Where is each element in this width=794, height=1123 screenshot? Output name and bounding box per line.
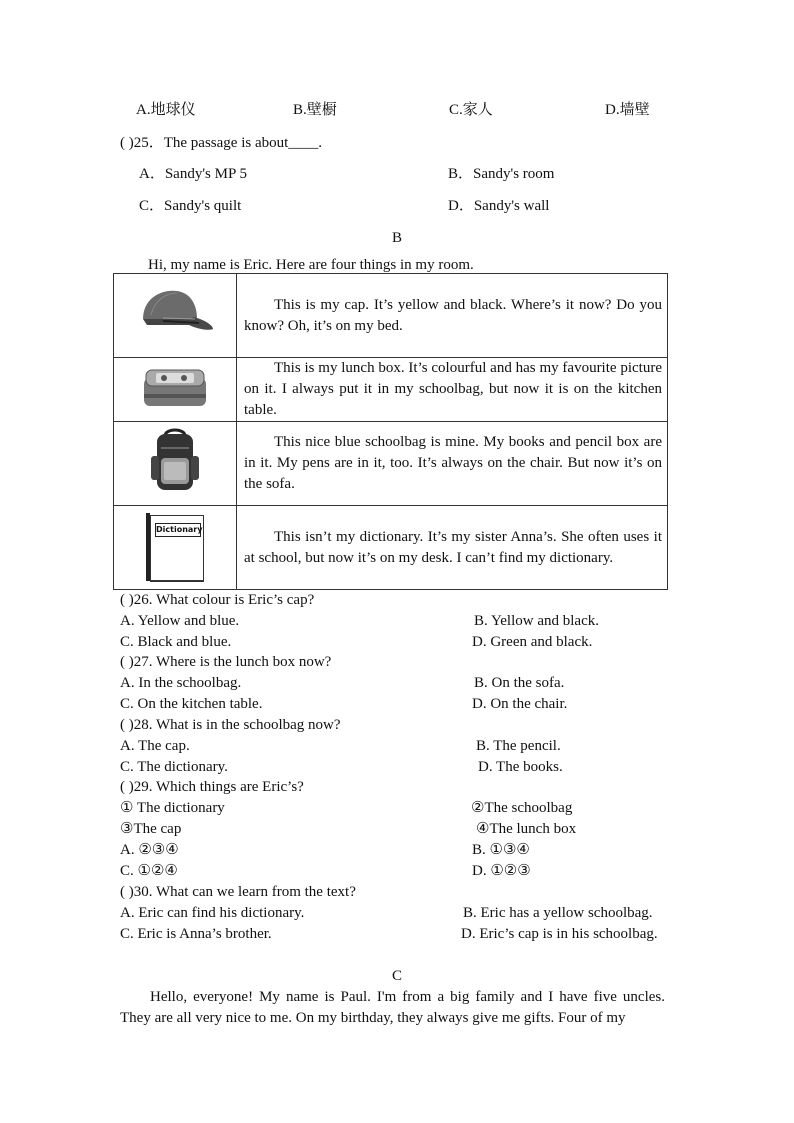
q28-option-c: C. The dictionary.: [120, 759, 228, 775]
q29-stem: ( )29. Which things are Eric’s?: [120, 779, 304, 795]
q29-option-c: C. ①②④: [120, 863, 178, 879]
q27-option-c: C. On the kitchen table.: [120, 696, 263, 712]
q29-item-3: ③The cap: [120, 821, 182, 837]
schoolbag-picture-cell: [114, 422, 237, 506]
lunch-box-icon: [140, 364, 210, 410]
q28-option-a: A. The cap.: [120, 738, 190, 754]
section-c-passage: Hello, everyone! My name is Paul. I'm from a big family and I have five uncles. They are all very nice to me. On my birthday, they always give me gifts. Four of my: [120, 989, 665, 1026]
q28-option-d: D. The books.: [478, 759, 563, 775]
q29-item-1: ① The dictionary: [120, 800, 225, 816]
section-b-intro: Hi, my name is Eric. Here are four things in my room.: [148, 257, 474, 273]
q25-option-b: B．Sandy's room: [448, 166, 555, 182]
lunch-box-picture-cell: [114, 358, 237, 422]
q30-option-a: A. Eric can find his dictionary.: [120, 905, 305, 921]
q29-option-b: B. ①③④: [472, 842, 530, 858]
q26-option-b: B. Yellow and black.: [474, 613, 599, 629]
table-row: [114, 422, 668, 506]
q29-option-a: A. ②③④: [120, 842, 179, 858]
q30-option-c: C. Eric is Anna’s brother.: [120, 926, 272, 942]
dictionary-picture-cell: [114, 506, 237, 590]
cap-description: This is my cap. It’s yellow and black. Where’s it now? Do you know? Oh, it’s on my bed.: [237, 274, 668, 358]
q24-option-a: A.地球仪: [136, 102, 196, 118]
table-row: [114, 506, 668, 590]
cap-icon: [133, 285, 217, 341]
q25-stem: ( )25．The passage is about____.: [120, 135, 323, 151]
q27-stem: ( )27. Where is the lunch box now?: [120, 654, 332, 670]
q29-option-d: D. ①②③: [472, 863, 531, 879]
q24-option-b: B.壁橱: [293, 102, 337, 118]
q25-option-c: C．Sandy's quilt: [139, 198, 242, 214]
q26-option-a: A. Yellow and blue.: [120, 613, 240, 629]
q28-option-b: B. The pencil.: [476, 738, 561, 754]
schoolbag-description: This nice blue schoolbag is mine. My books and pencil box are in it. My pens are in it, too. It’s always on the chair. But now it’s on the sofa.: [237, 422, 668, 506]
q30-option-d: D. Eric’s cap is in his schoolbag.: [461, 926, 658, 942]
q29-item-2: ②The schoolbag: [471, 800, 573, 816]
section-c-heading: C: [391, 968, 402, 984]
table-row: [114, 358, 668, 422]
q30-option-b: B. Eric has a yellow schoolbag.: [463, 905, 653, 921]
schoolbag-icon: [147, 426, 203, 496]
dictionary-description: This isn’t my dictionary. It’s my sister Anna’s. She often uses it at school, but now it’s on my desk. I can’t find my dictionary.: [237, 506, 668, 590]
q24-option-d: D.墙壁: [605, 102, 650, 118]
table-row: [114, 274, 668, 358]
q26-option-c: C. Black and blue.: [120, 634, 232, 650]
lunch-box-description: This is my lunch box. It’s colourful and has my favourite picture on it. I always put it in my schoolbag, but now it is on the kitchen table.: [237, 358, 668, 422]
q30-stem: ( )30. What can we learn from the text?: [120, 884, 356, 900]
q25-option-a: A．Sandy's MP 5: [139, 166, 247, 182]
things-table: [113, 273, 668, 590]
q27-option-d: D. On the chair.: [472, 696, 568, 712]
dictionary-icon: [146, 513, 204, 583]
q29-item-4: ④The lunch box: [476, 821, 577, 837]
q28-stem: ( )28. What is in the schoolbag now?: [120, 717, 341, 733]
q27-option-b: B. On the sofa.: [474, 675, 565, 691]
q26-option-d: D. Green and black.: [472, 634, 593, 650]
q26-stem: ( )26. What colour is Eric’s cap?: [120, 592, 315, 608]
dictionary-label: Dictionary: [155, 523, 201, 537]
q27-option-a: A. In the schoolbag.: [120, 675, 242, 691]
q25-option-d: D．Sandy's wall: [448, 198, 550, 214]
cap-picture-cell: [114, 274, 237, 358]
q24-option-c: C.家人: [449, 102, 493, 118]
section-b-heading: B: [391, 230, 402, 246]
